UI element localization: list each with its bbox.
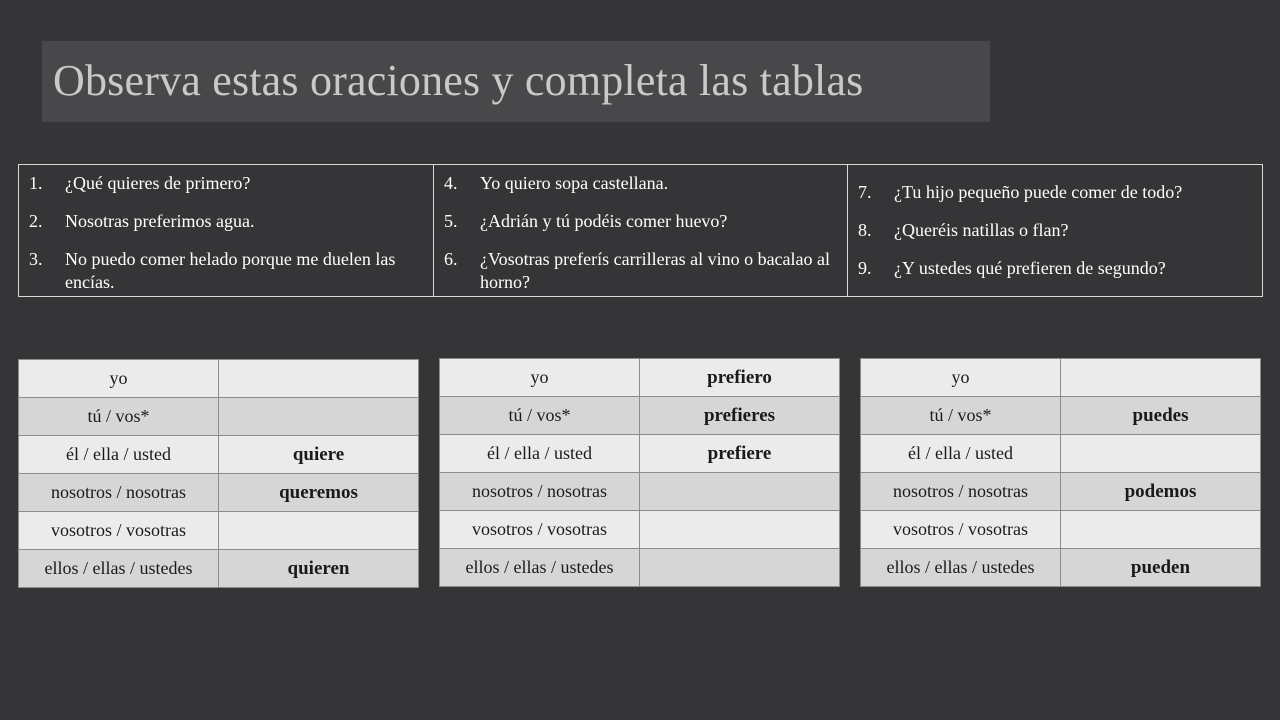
verb-form-cell[interactable] [219,360,419,398]
pronoun-cell: yo [861,359,1061,397]
table-row [440,549,840,587]
sentences-column-3 [848,165,1261,296]
table-row [861,397,1261,435]
pronoun-cell: tú / vos* [861,397,1061,435]
table-row [440,397,840,435]
verb-form-cell[interactable]: quieren [219,550,419,588]
pronoun-cell: tú / vos* [19,398,219,436]
sentence-text: ¿Qué quieres de primero? [65,173,251,193]
table-row [19,512,419,550]
sentence-item [858,181,1251,204]
sentence-item [858,219,1251,242]
table-row [440,473,840,511]
table-row [19,398,419,436]
table-row [19,474,419,512]
verb-form-cell[interactable] [1061,511,1261,549]
sentence-item [29,248,423,294]
table-row [861,435,1261,473]
verb-form-cell[interactable] [1061,359,1261,397]
verb-form-cell[interactable] [640,473,840,511]
conjugation-table-querer [18,359,419,588]
pronoun-cell: él / ella / usted [19,436,219,474]
pronoun-cell: nosotros / nosotras [19,474,219,512]
pronoun-cell: ellos / ellas / ustedes [440,549,640,587]
sentence-number: 1. [29,173,43,193]
sentence-text: Nosotras preferimos agua. [65,211,255,231]
table-row [861,359,1261,397]
pronoun-cell: él / ella / usted [861,435,1061,473]
verb-form-cell[interactable] [219,512,419,550]
table-row [440,511,840,549]
sentence-text: ¿Adrián y tú podéis comer huevo? [480,211,728,231]
sentence-item [858,257,1251,280]
pronoun-cell: nosotros / nosotras [861,473,1061,511]
sentences-column-2 [434,165,848,296]
sentence-number: 3. [29,249,43,269]
sentence-number: 5. [444,211,458,231]
sentence-number: 7. [858,182,872,202]
verb-form-cell[interactable]: prefiero [640,359,840,397]
sentence-number: 6. [444,249,458,269]
table-row [19,436,419,474]
sentence-text: ¿Y ustedes qué prefieren de segundo? [894,258,1166,278]
sentence-text: ¿Tu hijo pequeño puede comer de todo? [894,182,1183,202]
table-row [440,435,840,473]
table-row [861,511,1261,549]
sentence-number: 4. [444,173,458,193]
table-row [19,550,419,588]
sentence-item [444,210,837,233]
sentence-item [444,248,837,294]
table-row [19,360,419,398]
slide-title: Observa estas oraciones y completa las tablas [53,56,864,105]
sentence-number: 9. [858,258,872,278]
table-row [861,549,1261,587]
verb-form-cell[interactable]: prefieres [640,397,840,435]
verb-form-cell[interactable]: queremos [219,474,419,512]
sentence-text: No puedo comer helado porque me duelen las encías. [65,249,396,292]
verb-form-cell[interactable]: puedes [1061,397,1261,435]
verb-form-cell[interactable]: prefiere [640,435,840,473]
pronoun-cell: yo [440,359,640,397]
sentences-box [18,164,1263,297]
pronoun-cell: ellos / ellas / ustedes [19,550,219,588]
pronoun-cell: nosotros / nosotras [440,473,640,511]
sentence-item [444,172,837,195]
pronoun-cell: yo [19,360,219,398]
sentences-column-1 [19,165,434,296]
pronoun-cell: él / ella / usted [440,435,640,473]
verb-form-cell[interactable]: podemos [1061,473,1261,511]
verb-form-cell[interactable] [219,398,419,436]
table-row [861,473,1261,511]
pronoun-cell: ellos / ellas / ustedes [861,549,1061,587]
title-box [42,41,990,122]
sentence-item [29,210,423,233]
verb-form-cell[interactable] [1061,435,1261,473]
verb-form-cell[interactable]: pueden [1061,549,1261,587]
verb-form-cell[interactable] [640,511,840,549]
conjugation-table-poder [860,358,1261,587]
pronoun-cell: vosotros / vosotras [861,511,1061,549]
verb-form-cell[interactable]: quiere [219,436,419,474]
verb-form-cell[interactable] [640,549,840,587]
sentence-item [29,172,423,195]
sentence-text: Yo quiero sopa castellana. [480,173,669,193]
pronoun-cell: vosotros / vosotras [19,512,219,550]
sentence-number: 8. [858,220,872,240]
pronoun-cell: tú / vos* [440,397,640,435]
conjugation-table-preferir [439,358,840,587]
table-row [440,359,840,397]
sentence-text: ¿Queréis natillas o flan? [894,220,1069,240]
pronoun-cell: vosotros / vosotras [440,511,640,549]
sentence-text: ¿Vosotras preferís carrilleras al vino o bacalao al horno? [480,249,831,292]
sentence-number: 2. [29,211,43,231]
